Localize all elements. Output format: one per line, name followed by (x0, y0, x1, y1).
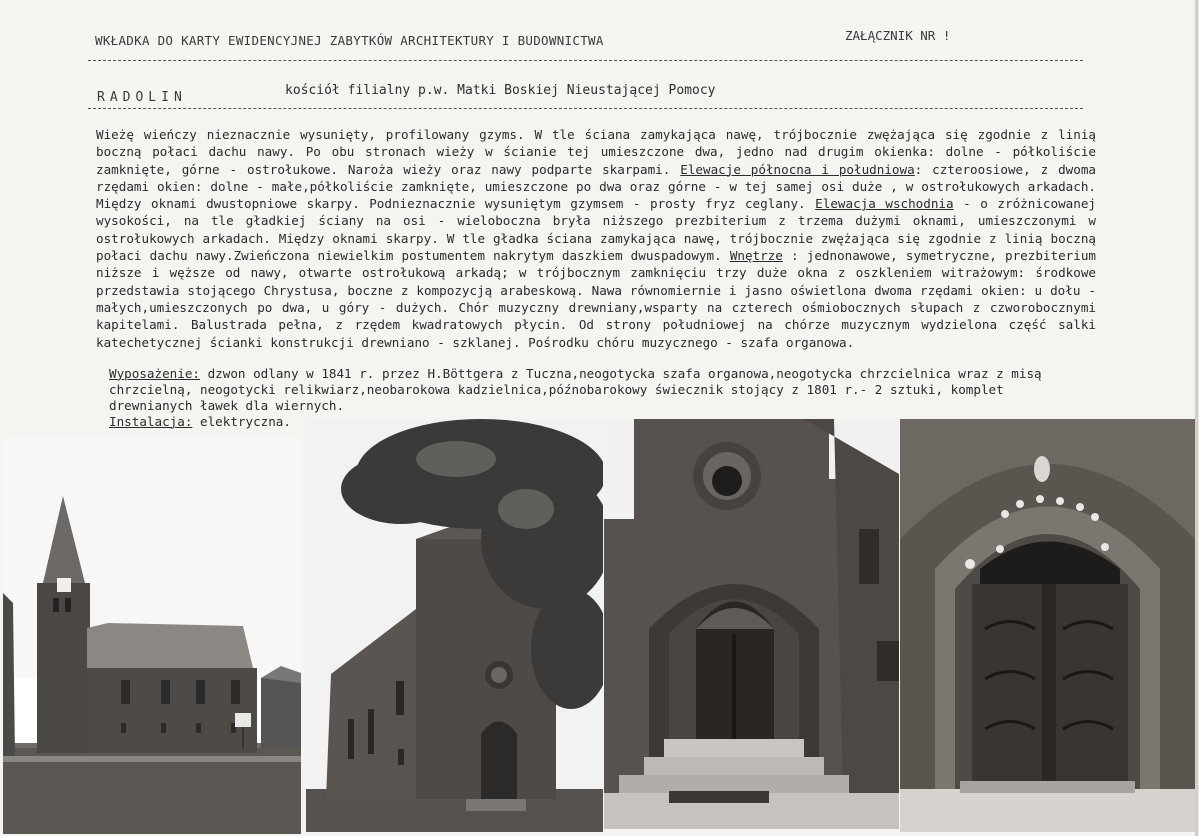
heading-east-elevation: Elewacja wschodnia (815, 196, 954, 212)
church-facade-tower-photo (306, 419, 603, 832)
card-title: WKŁADKA DO KARTY EWIDENCYJNEJ ZABYTKÓW ARCHITEKTURY I BUDOWNICTWA (95, 33, 604, 48)
description-paragraph-4: : jednonawowe, symetryczne, prezbiterium niższe i węższe od nawy, otwarte ostrołukową arkadą; w trójbocznym zamknięciu trzy duże okna z oszkleniem witrażowym: środkowe przedstawia stojącego Chrystusa, boczne z kompozycją arabeskową. Nawa równomiernie i jasno oświetlona dwoma rzędami okien: u dołu - małych,umieszczonych po dwa, u góry - dużych. Chór muzyczny drewniany,wsparty na czterech ośmiobocznych słupach z czworobocznymi kapitelami. Balustrada pełna, z rzędem kwadratowych płycin. Od strony południowej na chórze muzycznym wydzielona część salki katechetycznej ścianki konstrukcji drewniano - szklanej. Pośrodku chóru muzycznego - szafa organowa. (96, 248, 1096, 350)
portal-door-closeup-photo (900, 419, 1195, 832)
description-text (96, 126, 1096, 351)
divider-top (88, 60, 1083, 61)
annex-label: ZAŁĄCZNIK NR ! (845, 28, 951, 43)
place-name: RADOLIN (97, 90, 187, 105)
object-name: kościół filialny p.w. Matki Boskiej Nieustającej Pomocy (285, 83, 716, 98)
church-general-view-photo (3, 438, 301, 834)
description-paragraph-3: - o zróżnicowanej wysokości, na tle gładkiej ściany na osi - wieloboczna bryła niższego prezbiterium z trzema dużymi oknami, umieszczonymi w ostrołukowych arkadach. Między oknami skarpy. W tle gładka ściana zamykająca nawę, trójbocznie zwężająca się zgodnie z linią boczną połaci dachu nawy.Zwieńczona niewielkim postumentem nakrytym daszkiem dwuspadowym. (96, 196, 1096, 264)
heading-north-south-elevations: Elewacje północna i południowa (680, 161, 915, 177)
description-paragraph-2: : czteroosiowe, z dwoma rzędami okien: dolne - małe,półkoliście zamknięte, umieszczone po dwa oraz górne - w tej samej osi duże , w ostrołukowych arkadach. Między oknami dwustopniowe skarpy. Podnieznacznie wysuniętym gzymsem - prosty fryz ceglany. (96, 161, 1097, 212)
description-paragraph-1: Wieżę wieńczy nieznacznie wysunięty, profilowany gzyms. W tle ściana zamykająca nawę, trójbocznie zwężająca się zgodnie z linią boczną połaci dachu nawy. Po obu stronach wieży w ścianie tej umieszczone dwa, jedno nad drugim okienka: dolne - półkoliście zamknięte, górne - ostrołukowe. Naroża wieży oraz nawy podparte skarpami. (96, 127, 1096, 177)
equipment-label: Wyposażenie: (109, 366, 200, 381)
divider-bottom (88, 108, 1083, 109)
heading-interior: Wnętrze (729, 248, 783, 264)
equipment-text: dzwon odlany w 1841 r. przez H.Böttgera z Tuczna,neogotycka szafa organowa,neogotycka chrzcielnica wraz z misą chrzcielną, neogotycki relikwiarz,neobarokowa kadzielnica,późnobarokowy świecznik stojący z 1801 r.- 2 sztuki, komplet drewnianych ławek dla wiernych. (109, 366, 1042, 413)
installation-label: Instalacja: (109, 414, 193, 429)
tower-portal-photo (604, 419, 899, 829)
installation-text: elektryczna. (192, 414, 291, 429)
